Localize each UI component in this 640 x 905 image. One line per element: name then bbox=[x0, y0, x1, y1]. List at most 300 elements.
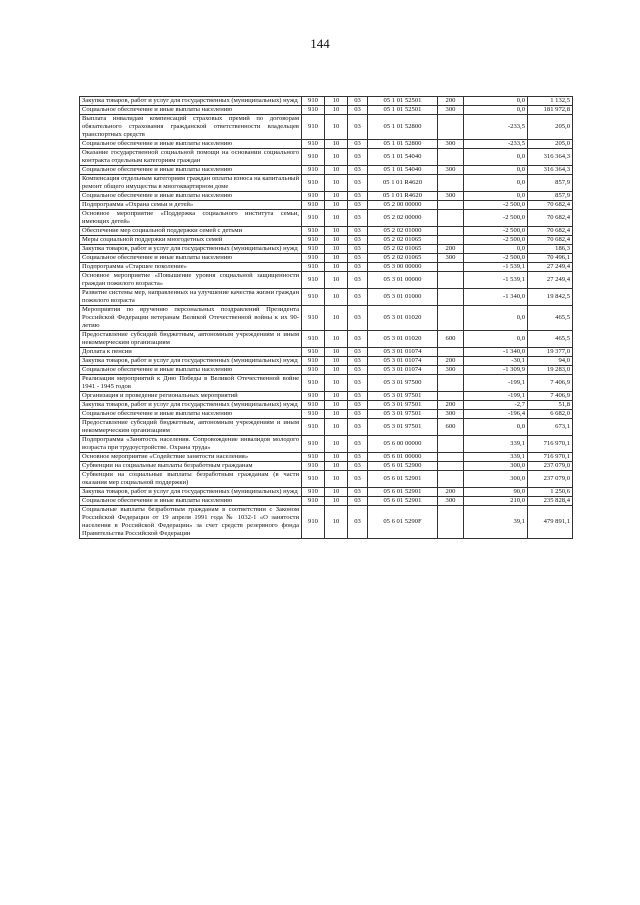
cell-ministry: 910 bbox=[302, 263, 325, 272]
cell-ministry: 910 bbox=[302, 115, 325, 140]
cell-change: 39,1 bbox=[464, 506, 528, 539]
cell-total: 465,5 bbox=[528, 306, 573, 331]
cell-subsection: 03 bbox=[348, 263, 368, 272]
cell-name: Организация и проведение региональных мероприятий bbox=[80, 392, 302, 401]
cell-name: Социальные выплаты безработным гражданам в соответствии с Законом Российской Федерации от 19 апреля 1991 года № 1032-1 «О занятости населения в Российской Федерации» за счет средств резервного фонда Правительства Российской Федерации bbox=[80, 506, 302, 539]
cell-subsection: 03 bbox=[348, 453, 368, 462]
cell-target-article: 05 3 01 97501 bbox=[368, 401, 438, 410]
cell-change: -2 500,0 bbox=[464, 254, 528, 263]
table-row bbox=[80, 263, 573, 272]
cell-ministry: 910 bbox=[302, 375, 325, 392]
cell-target-article: 05 2 02 00000 bbox=[368, 210, 438, 227]
table-row bbox=[80, 453, 573, 462]
cell-section: 10 bbox=[325, 272, 348, 289]
cell-expense-type: 300 bbox=[438, 106, 464, 115]
cell-ministry: 910 bbox=[302, 254, 325, 263]
cell-change: 339,1 bbox=[464, 436, 528, 453]
cell-section: 10 bbox=[325, 392, 348, 401]
cell-target-article: 05 6 00 00000 bbox=[368, 436, 438, 453]
table-row bbox=[80, 289, 573, 306]
cell-subsection: 03 bbox=[348, 106, 368, 115]
cell-change: -2,7 bbox=[464, 401, 528, 410]
cell-subsection: 03 bbox=[348, 471, 368, 488]
cell-expense-type bbox=[438, 272, 464, 289]
cell-total: 1 250,6 bbox=[528, 488, 573, 497]
cell-subsection: 03 bbox=[348, 245, 368, 254]
cell-ministry: 910 bbox=[302, 348, 325, 357]
cell-name: Субвенции на социальные выплаты безработным гражданам bbox=[80, 462, 302, 471]
table-row bbox=[80, 201, 573, 210]
cell-total: 716 970,1 bbox=[528, 453, 573, 462]
cell-target-article: 05 3 01 97501 bbox=[368, 410, 438, 419]
cell-change: 0,0 bbox=[464, 331, 528, 348]
cell-subsection: 03 bbox=[348, 410, 368, 419]
cell-name: Социальное обеспечение и иные выплаты населению bbox=[80, 410, 302, 419]
cell-total: 70 682,4 bbox=[528, 201, 573, 210]
cell-name: Развитие системы мер, направленных на улучшение качества жизни граждан пожилого возраста bbox=[80, 289, 302, 306]
cell-expense-type: 200 bbox=[438, 245, 464, 254]
cell-change: -2 500,0 bbox=[464, 201, 528, 210]
cell-subsection: 03 bbox=[348, 236, 368, 245]
cell-total: 673,1 bbox=[528, 419, 573, 436]
cell-change: -1 340,0 bbox=[464, 348, 528, 357]
cell-ministry: 910 bbox=[302, 471, 325, 488]
cell-target-article: 05 1 01 R4620 bbox=[368, 175, 438, 192]
cell-name: Закупка товаров, работ и услуг для государственных (муниципальных) нужд bbox=[80, 488, 302, 497]
table-row bbox=[80, 436, 573, 453]
cell-section: 10 bbox=[325, 306, 348, 331]
cell-change: -1 539,1 bbox=[464, 272, 528, 289]
cell-ministry: 910 bbox=[302, 245, 325, 254]
cell-name: Социальное обеспечение и иные выплаты населению bbox=[80, 366, 302, 375]
cell-expense-type bbox=[438, 436, 464, 453]
cell-total: 237 079,0 bbox=[528, 471, 573, 488]
cell-target-article: 05 2 00 00000 bbox=[368, 201, 438, 210]
cell-target-article: 05 6 01 52901 bbox=[368, 488, 438, 497]
cell-target-article: 05 3 01 97501 bbox=[368, 392, 438, 401]
cell-target-article: 05 2 02 01065 bbox=[368, 236, 438, 245]
cell-expense-type: 600 bbox=[438, 419, 464, 436]
cell-target-article: 05 3 00 00000 bbox=[368, 263, 438, 272]
cell-total: 19 283,0 bbox=[528, 366, 573, 375]
cell-subsection: 03 bbox=[348, 272, 368, 289]
cell-target-article: 05 3 01 01074 bbox=[368, 357, 438, 366]
cell-target-article: 05 3 01 00000 bbox=[368, 272, 438, 289]
cell-change: 300,0 bbox=[464, 471, 528, 488]
cell-change: 300,0 bbox=[464, 462, 528, 471]
cell-expense-type: 200 bbox=[438, 357, 464, 366]
cell-target-article: 05 1 01 52501 bbox=[368, 106, 438, 115]
cell-total: 205,0 bbox=[528, 115, 573, 140]
cell-name: Субвенции на социальные выплаты безработным гражданам (в части оказания мер социальной поддержки) bbox=[80, 471, 302, 488]
cell-subsection: 03 bbox=[348, 488, 368, 497]
cell-target-article: 05 6 01 00000 bbox=[368, 453, 438, 462]
cell-section: 10 bbox=[325, 201, 348, 210]
cell-name: Доплата к пенсии bbox=[80, 348, 302, 357]
cell-change: -2 500,0 bbox=[464, 227, 528, 236]
table-row bbox=[80, 419, 573, 436]
cell-change: -199,1 bbox=[464, 392, 528, 401]
cell-name: Закупка товаров, работ и услуг для государственных (муниципальных) нужд bbox=[80, 401, 302, 410]
cell-section: 10 bbox=[325, 236, 348, 245]
cell-subsection: 03 bbox=[348, 289, 368, 306]
cell-ministry: 910 bbox=[302, 506, 325, 539]
cell-section: 10 bbox=[325, 462, 348, 471]
cell-target-article: 05 1 01 R4620 bbox=[368, 192, 438, 201]
cell-subsection: 03 bbox=[348, 201, 368, 210]
cell-expense-type: 200 bbox=[438, 401, 464, 410]
cell-ministry: 910 bbox=[302, 410, 325, 419]
cell-total: 316 364,3 bbox=[528, 166, 573, 175]
table-row bbox=[80, 192, 573, 201]
cell-name: Подпрограмма «Старшее поколение» bbox=[80, 263, 302, 272]
cell-name: Закупка товаров, работ и услуг для государственных (муниципальных) нужд bbox=[80, 97, 302, 106]
cell-change: 0,0 bbox=[464, 306, 528, 331]
cell-total: 857,9 bbox=[528, 192, 573, 201]
cell-section: 10 bbox=[325, 115, 348, 140]
cell-total: 316 364,3 bbox=[528, 149, 573, 166]
cell-expense-type bbox=[438, 149, 464, 166]
table-row bbox=[80, 106, 573, 115]
cell-ministry: 910 bbox=[302, 401, 325, 410]
cell-expense-type bbox=[438, 462, 464, 471]
cell-subsection: 03 bbox=[348, 357, 368, 366]
table-row bbox=[80, 462, 573, 471]
cell-ministry: 910 bbox=[302, 392, 325, 401]
cell-subsection: 03 bbox=[348, 306, 368, 331]
cell-total: 205,0 bbox=[528, 140, 573, 149]
cell-section: 10 bbox=[325, 149, 348, 166]
cell-name: Предоставление субсидий бюджетным, автономным учреждениям и иным некоммерческим организациям bbox=[80, 331, 302, 348]
table-row bbox=[80, 306, 573, 331]
cell-subsection: 03 bbox=[348, 348, 368, 357]
table-row bbox=[80, 375, 573, 392]
cell-section: 10 bbox=[325, 357, 348, 366]
cell-ministry: 910 bbox=[302, 366, 325, 375]
cell-ministry: 910 bbox=[302, 331, 325, 348]
cell-subsection: 03 bbox=[348, 254, 368, 263]
cell-name: Социальное обеспечение и иные выплаты населению bbox=[80, 166, 302, 175]
cell-total: 19 377,0 bbox=[528, 348, 573, 357]
table-row bbox=[80, 357, 573, 366]
cell-subsection: 03 bbox=[348, 166, 368, 175]
cell-expense-type bbox=[438, 392, 464, 401]
cell-name: Подпрограмма «Занятость населения. Сопровождение инвалидов молодого возраста при трудоустройстве. Охрана труда» bbox=[80, 436, 302, 453]
table-row bbox=[80, 149, 573, 166]
cell-total: 27 249,4 bbox=[528, 272, 573, 289]
cell-subsection: 03 bbox=[348, 115, 368, 140]
cell-expense-type bbox=[438, 263, 464, 272]
table-row bbox=[80, 97, 573, 106]
cell-total: 465,5 bbox=[528, 331, 573, 348]
cell-ministry: 910 bbox=[302, 488, 325, 497]
cell-change: 0,0 bbox=[464, 166, 528, 175]
budget-table bbox=[79, 96, 573, 539]
cell-name: Закупка товаров, работ и услуг для государственных (муниципальных) нужд bbox=[80, 245, 302, 254]
cell-section: 10 bbox=[325, 401, 348, 410]
cell-ministry: 910 bbox=[302, 97, 325, 106]
table-row bbox=[80, 236, 573, 245]
cell-expense-type bbox=[438, 227, 464, 236]
cell-section: 10 bbox=[325, 175, 348, 192]
cell-subsection: 03 bbox=[348, 192, 368, 201]
cell-total: 716 970,1 bbox=[528, 436, 573, 453]
cell-name: Социальное обеспечение и иные выплаты населению bbox=[80, 497, 302, 506]
cell-change: 210,0 bbox=[464, 497, 528, 506]
cell-change: 0,0 bbox=[464, 192, 528, 201]
cell-expense-type bbox=[438, 306, 464, 331]
cell-target-article: 05 1 01 54040 bbox=[368, 149, 438, 166]
table-row bbox=[80, 331, 573, 348]
cell-ministry: 910 bbox=[302, 419, 325, 436]
cell-total: 186,3 bbox=[528, 245, 573, 254]
cell-section: 10 bbox=[325, 348, 348, 357]
cell-section: 10 bbox=[325, 331, 348, 348]
cell-total: 70 496,1 bbox=[528, 254, 573, 263]
cell-target-article: 05 1 01 52800 bbox=[368, 115, 438, 140]
cell-section: 10 bbox=[325, 245, 348, 254]
cell-section: 10 bbox=[325, 192, 348, 201]
cell-target-article: 05 3 01 97501 bbox=[368, 419, 438, 436]
cell-subsection: 03 bbox=[348, 97, 368, 106]
cell-name: Компенсация отдельным категориям граждан оплаты взноса на капитальный ремонт общего имущества в многоквартирном доме bbox=[80, 175, 302, 192]
table-row bbox=[80, 140, 573, 149]
cell-expense-type: 300 bbox=[438, 140, 464, 149]
cell-expense-type: 300 bbox=[438, 254, 464, 263]
cell-ministry: 910 bbox=[302, 436, 325, 453]
table-row bbox=[80, 497, 573, 506]
cell-section: 10 bbox=[325, 506, 348, 539]
cell-change: -233,5 bbox=[464, 140, 528, 149]
cell-target-article: 05 2 02 01000 bbox=[368, 227, 438, 236]
cell-change: 0,0 bbox=[464, 149, 528, 166]
table-row bbox=[80, 254, 573, 263]
table-row bbox=[80, 366, 573, 375]
cell-section: 10 bbox=[325, 140, 348, 149]
cell-target-article: 05 3 01 01074 bbox=[368, 366, 438, 375]
cell-ministry: 910 bbox=[302, 453, 325, 462]
cell-target-article: 05 3 01 01000 bbox=[368, 289, 438, 306]
cell-change: -199,1 bbox=[464, 375, 528, 392]
cell-change: 0,0 bbox=[464, 245, 528, 254]
cell-name: Социальное обеспечение и иные выплаты населению bbox=[80, 106, 302, 115]
cell-name: Реализация мероприятий к Дню Победы в Великой Отечественной войне 1941 - 1945 годов bbox=[80, 375, 302, 392]
cell-section: 10 bbox=[325, 419, 348, 436]
cell-expense-type bbox=[438, 115, 464, 140]
cell-expense-type bbox=[438, 201, 464, 210]
cell-name: Основное мероприятие «Поддержка социального института семьи, имеющих детей» bbox=[80, 210, 302, 227]
cell-change: 0,0 bbox=[464, 97, 528, 106]
cell-change: 0,0 bbox=[464, 175, 528, 192]
cell-section: 10 bbox=[325, 263, 348, 272]
cell-ministry: 910 bbox=[302, 201, 325, 210]
cell-ministry: 910 bbox=[302, 149, 325, 166]
cell-ministry: 910 bbox=[302, 306, 325, 331]
cell-name: Социальное обеспечение и иные выплаты населению bbox=[80, 254, 302, 263]
cell-subsection: 03 bbox=[348, 506, 368, 539]
cell-section: 10 bbox=[325, 471, 348, 488]
table-row bbox=[80, 392, 573, 401]
cell-subsection: 03 bbox=[348, 436, 368, 453]
cell-subsection: 03 bbox=[348, 227, 368, 236]
table-row bbox=[80, 488, 573, 497]
cell-ministry: 910 bbox=[302, 210, 325, 227]
cell-ministry: 910 bbox=[302, 192, 325, 201]
cell-ministry: 910 bbox=[302, 289, 325, 306]
cell-change: 339,1 bbox=[464, 453, 528, 462]
cell-ministry: 910 bbox=[302, 357, 325, 366]
table-row bbox=[80, 227, 573, 236]
cell-total: 70 682,4 bbox=[528, 227, 573, 236]
cell-section: 10 bbox=[325, 488, 348, 497]
cell-subsection: 03 bbox=[348, 366, 368, 375]
cell-target-article: 05 1 01 52800 bbox=[368, 140, 438, 149]
cell-section: 10 bbox=[325, 497, 348, 506]
cell-section: 10 bbox=[325, 97, 348, 106]
cell-change: -233,5 bbox=[464, 115, 528, 140]
cell-subsection: 03 bbox=[348, 175, 368, 192]
cell-section: 10 bbox=[325, 227, 348, 236]
cell-ministry: 910 bbox=[302, 497, 325, 506]
cell-change: 0,0 bbox=[464, 106, 528, 115]
cell-target-article: 05 1 01 54040 bbox=[368, 166, 438, 175]
cell-section: 10 bbox=[325, 436, 348, 453]
cell-change: -2 500,0 bbox=[464, 236, 528, 245]
table-row bbox=[80, 348, 573, 357]
cell-change: 0,0 bbox=[464, 419, 528, 436]
cell-name: Выплата инвалидам компенсаций страховых премий по договорам обязательного страхования гражданской ответственности владельцев транспортных средств bbox=[80, 115, 302, 140]
cell-change: 90,0 bbox=[464, 488, 528, 497]
cell-subsection: 03 bbox=[348, 401, 368, 410]
cell-name: Предоставление субсидий бюджетным, автономным учреждениям и иным некоммерческим организациям bbox=[80, 419, 302, 436]
table-row bbox=[80, 245, 573, 254]
cell-target-article: 05 6 01 52901 bbox=[368, 471, 438, 488]
cell-expense-type: 300 bbox=[438, 497, 464, 506]
cell-target-article: 05 2 02 01065 bbox=[368, 254, 438, 263]
cell-subsection: 03 bbox=[348, 210, 368, 227]
cell-section: 10 bbox=[325, 453, 348, 462]
cell-total: 235 828,4 bbox=[528, 497, 573, 506]
cell-ministry: 910 bbox=[302, 175, 325, 192]
cell-expense-type bbox=[438, 175, 464, 192]
cell-target-article: 05 3 01 01020 bbox=[368, 306, 438, 331]
cell-total: 7 406,9 bbox=[528, 375, 573, 392]
cell-ministry: 910 bbox=[302, 227, 325, 236]
cell-total: 51,8 bbox=[528, 401, 573, 410]
cell-subsection: 03 bbox=[348, 462, 368, 471]
cell-section: 10 bbox=[325, 366, 348, 375]
cell-ministry: 910 bbox=[302, 272, 325, 289]
cell-change: -2 500,0 bbox=[464, 210, 528, 227]
cell-ministry: 910 bbox=[302, 166, 325, 175]
cell-name: Мероприятия по вручению персональных поздравлений Президента Российской Федерации ветеранам Великой Отечественной войны к их 90-летию bbox=[80, 306, 302, 331]
cell-section: 10 bbox=[325, 289, 348, 306]
cell-total: 479 891,1 bbox=[528, 506, 573, 539]
cell-target-article: 05 2 02 01065 bbox=[368, 245, 438, 254]
cell-expense-type bbox=[438, 453, 464, 462]
cell-total: 857,9 bbox=[528, 175, 573, 192]
cell-target-article: 05 3 01 01020 bbox=[368, 331, 438, 348]
cell-ministry: 910 bbox=[302, 106, 325, 115]
cell-target-article: 05 3 01 01074 bbox=[368, 348, 438, 357]
table-row bbox=[80, 175, 573, 192]
cell-subsection: 03 bbox=[348, 419, 368, 436]
cell-ministry: 910 bbox=[302, 140, 325, 149]
cell-total: 7 406,9 bbox=[528, 392, 573, 401]
cell-ministry: 910 bbox=[302, 462, 325, 471]
cell-expense-type bbox=[438, 289, 464, 306]
cell-ministry: 910 bbox=[302, 236, 325, 245]
cell-name: Основное мероприятие «Содействие занятости населения» bbox=[80, 453, 302, 462]
cell-expense-type: 200 bbox=[438, 488, 464, 497]
cell-subsection: 03 bbox=[348, 375, 368, 392]
cell-section: 10 bbox=[325, 166, 348, 175]
cell-expense-type bbox=[438, 506, 464, 539]
cell-subsection: 03 bbox=[348, 149, 368, 166]
cell-change: -1 539,1 bbox=[464, 263, 528, 272]
table-row bbox=[80, 115, 573, 140]
cell-expense-type bbox=[438, 471, 464, 488]
cell-expense-type bbox=[438, 375, 464, 392]
cell-name: Оказание государственной социальной помощи на основании социального контракта отдельным категориям граждан bbox=[80, 149, 302, 166]
table-row bbox=[80, 166, 573, 175]
cell-expense-type: 300 bbox=[438, 410, 464, 419]
cell-name: Подпрограмма «Охрана семьи и детей» bbox=[80, 201, 302, 210]
cell-name: Обеспечение мер социальной поддержки семей с детьми bbox=[80, 227, 302, 236]
cell-change: -1 340,0 bbox=[464, 289, 528, 306]
cell-name: Социальное обеспечение и иные выплаты населению bbox=[80, 140, 302, 149]
cell-total: 181 972,8 bbox=[528, 106, 573, 115]
cell-change: -1 309,9 bbox=[464, 366, 528, 375]
cell-total: 19 842,5 bbox=[528, 289, 573, 306]
cell-change: -30,1 bbox=[464, 357, 528, 366]
table-row bbox=[80, 401, 573, 410]
page-number: 144 bbox=[310, 36, 330, 51]
cell-expense-type bbox=[438, 236, 464, 245]
cell-expense-type: 300 bbox=[438, 192, 464, 201]
cell-name: Меры социальной поддержки многодетных семей bbox=[80, 236, 302, 245]
cell-name: Основное мероприятие «Повышение уровня социальной защищенности граждан пожилого возраста» bbox=[80, 272, 302, 289]
cell-name: Социальное обеспечение и иные выплаты населению bbox=[80, 192, 302, 201]
cell-expense-type: 200 bbox=[438, 97, 464, 106]
cell-section: 10 bbox=[325, 210, 348, 227]
cell-section: 10 bbox=[325, 254, 348, 263]
cell-total: 70 682,4 bbox=[528, 236, 573, 245]
cell-target-article: 05 1 01 52501 bbox=[368, 97, 438, 106]
cell-name: Закупка товаров, работ и услуг для государственных (муниципальных) нужд bbox=[80, 357, 302, 366]
cell-total: 237 079,0 bbox=[528, 462, 573, 471]
cell-total: 6 682,0 bbox=[528, 410, 573, 419]
cell-section: 10 bbox=[325, 375, 348, 392]
table-row bbox=[80, 210, 573, 227]
table-row bbox=[80, 506, 573, 539]
table-row bbox=[80, 272, 573, 289]
cell-total: 70 682,4 bbox=[528, 210, 573, 227]
cell-total: 27 249,4 bbox=[528, 263, 573, 272]
cell-expense-type: 300 bbox=[438, 366, 464, 375]
cell-section: 10 bbox=[325, 106, 348, 115]
cell-change: -196,4 bbox=[464, 410, 528, 419]
cell-section: 10 bbox=[325, 410, 348, 419]
cell-expense-type bbox=[438, 210, 464, 227]
cell-total: 94,0 bbox=[528, 357, 573, 366]
cell-subsection: 03 bbox=[348, 140, 368, 149]
cell-subsection: 03 bbox=[348, 497, 368, 506]
table-row bbox=[80, 410, 573, 419]
cell-subsection: 03 bbox=[348, 331, 368, 348]
cell-expense-type: 600 bbox=[438, 331, 464, 348]
cell-target-article: 05 6 01 52901 bbox=[368, 497, 438, 506]
